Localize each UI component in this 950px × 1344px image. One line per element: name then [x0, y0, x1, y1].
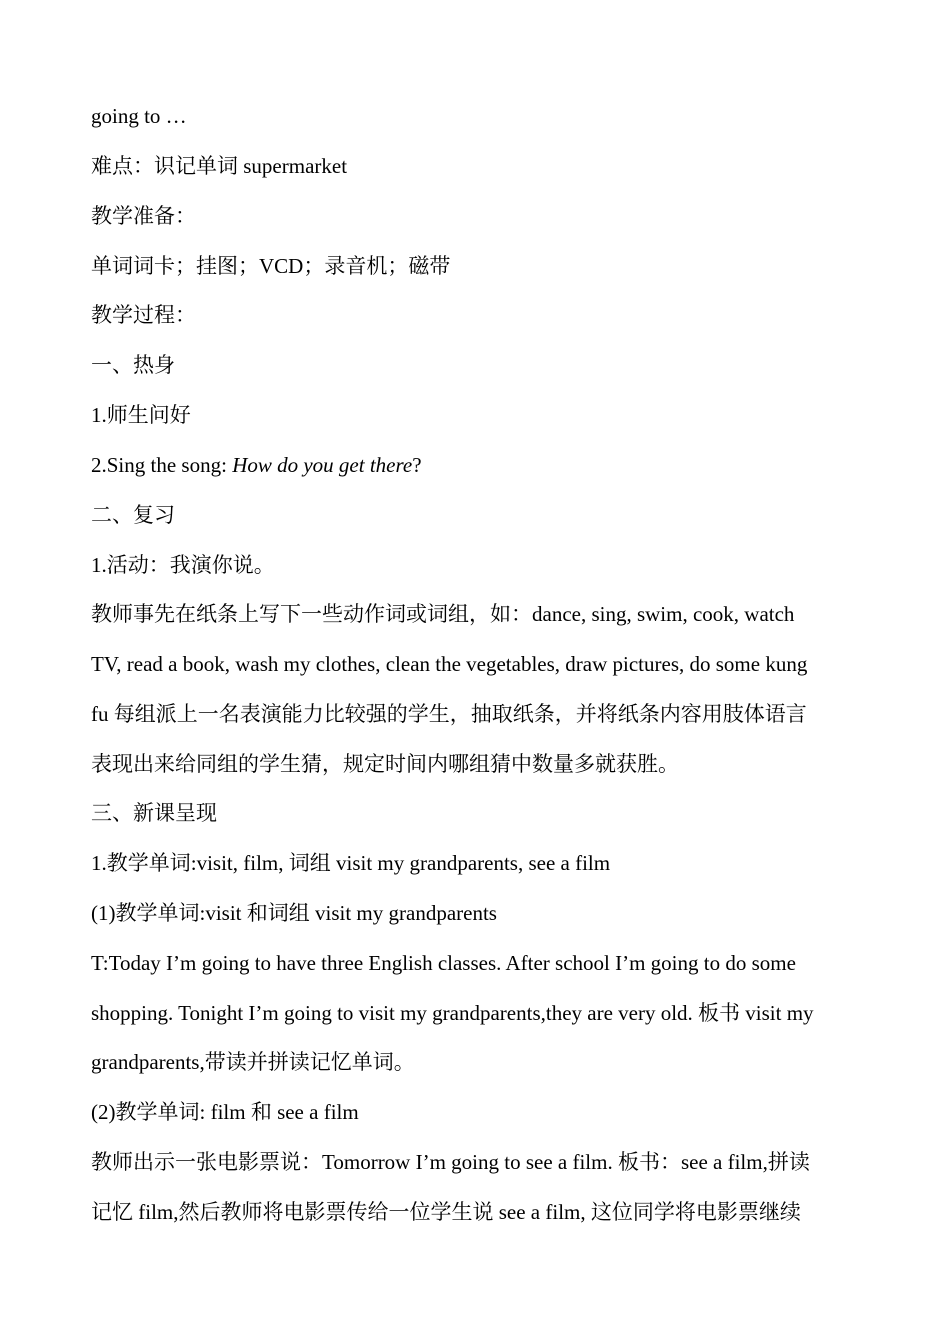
text-line: 教学准备：: [91, 204, 196, 228]
text-line: T:Today I’m going to have three English classes. After school I’m going to do some: [91, 951, 796, 975]
text-line: 记忆 film,然后教师将电影票传给一位学生说 see a film, 这位同学将电影票继续: [91, 1200, 801, 1224]
text-line: (1)教学单词:visit 和词组 visit my grandparents: [91, 901, 497, 925]
song-suffix: ?: [412, 453, 422, 477]
text-line: 表现出来给同组的学生猜，规定时间内哪组猜中数量多就获胜。: [91, 752, 679, 776]
text-line: 教学过程：: [91, 303, 196, 327]
text-line: 难点：识记单词 supermarket: [91, 154, 348, 178]
text-line: grandparents,带读并拼读记忆单词。: [91, 1050, 415, 1074]
song-line: [91, 450, 871, 480]
text-line: shopping. Tonight I’m going to visit my grandparents,they are very old. 板书 visit my: [91, 1001, 814, 1025]
text-line: fu 每组派上一名表演能力比较强的学生，抽取纸条，并将纸条内容用肢体语言: [91, 702, 807, 726]
section-heading: 一、热身: [91, 353, 175, 377]
text-line: going to …: [91, 104, 187, 128]
song-prefix: 2.Sing the song:: [91, 453, 233, 477]
text-line: TV, read a book, wash my clothes, clean the vegetables, draw pictures, do some kung: [91, 652, 808, 676]
text-line: (2)教学单词: film 和 see a film: [91, 1100, 359, 1124]
section-heading: 三、新课呈现: [91, 801, 217, 825]
text-line: 教师出示一张电影票说：Tomorrow I’m going to see a film. 板书：see a film,拼读: [91, 1150, 810, 1174]
section-heading: 二、复习: [91, 503, 175, 527]
text-line: 1.教学单词:visit, film, 词组 visit my grandparents, see a film: [91, 851, 611, 875]
text-line: 1.师生问好: [91, 403, 191, 427]
text-line: 单词词卡；挂图；VCD；录音机；磁带: [91, 254, 451, 278]
song-title: How do you get there: [232, 453, 413, 477]
text-line: 教师事先在纸条上写下一些动作词或词组，如：dance, sing, swim, cook, watch: [91, 602, 795, 626]
text-line: 1.活动：我演你说。: [91, 553, 275, 577]
